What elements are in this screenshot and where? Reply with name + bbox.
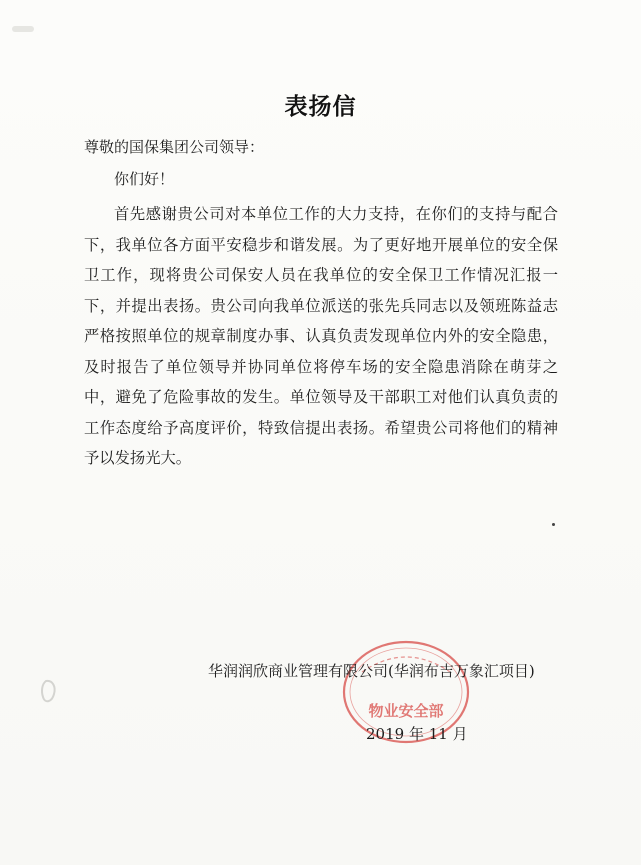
signature-line: 华润润欣商业管理有限公司(华润布吉万象汇项目): [208, 662, 535, 680]
letter-title: 表扬信: [284, 94, 357, 120]
stamp-label: 物业安全部: [368, 702, 444, 720]
greeting: 你们好！: [114, 170, 175, 188]
ink-dot: [552, 523, 555, 526]
scan-mark: [12, 26, 34, 32]
smudge-mark: [40, 678, 58, 706]
letter-body: [84, 199, 558, 474]
letter-date: 2019 年 11 月: [366, 725, 468, 743]
salutation: 尊敬的国保集团公司领导：: [84, 138, 265, 156]
body-paragraph: 首先感谢贵公司对本单位工作的大力支持，在你们的支持与配合下，我单位各方面平安稳步和谐发展。为了更好地开展单位的安全保卫工作，现将贵公司保安人员在我单位的安全保卫工作情况汇报一下，并提出表扬。贵公司向我单位派送的张先兵同志以及领班陈益志严格按照单位的规章制度办事、认真负责发现单位内外的安全隐患，及时报告了单位领导并协同单位将停车场的安全隐患消除在萌芽之中，避免了危险事故的发生。单位领导及干部职工对他们认真负责的工作态度给予高度评价，特致信提出表扬。希望贵公司将他们的精神予以发扬光大。: [84, 205, 558, 467]
